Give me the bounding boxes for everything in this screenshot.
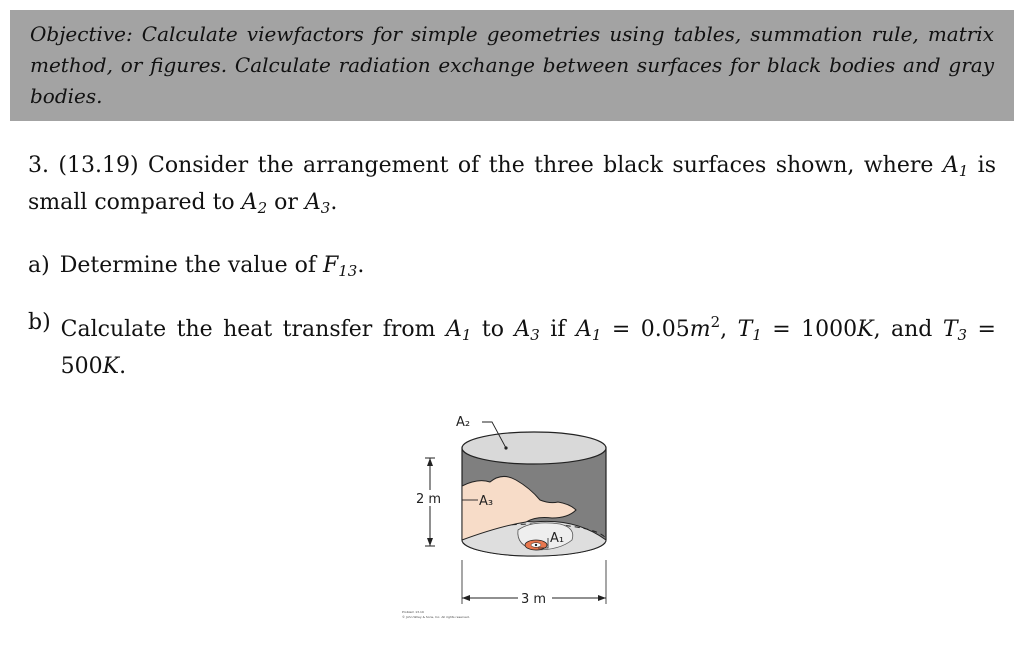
problem-number: 3.	[28, 153, 49, 178]
cylinder-figure	[400, 400, 620, 630]
var-a3: $A_3$	[304, 190, 331, 217]
problem-ref: (13.19)	[58, 153, 139, 178]
part-b-text-3: if	[550, 317, 566, 342]
height-label: 2 m	[416, 492, 442, 507]
part-b-label: b)	[28, 310, 51, 335]
part-b-text-2: to	[481, 317, 504, 342]
eq-area: = 0.05	[611, 317, 690, 342]
part-b	[28, 307, 996, 382]
intro-text-2: is small compared to	[28, 153, 996, 215]
part-b-body: Calculate the heat transfer from $A_1$ to $A_3$ if $A_1 = 0.05m^2$, $T_1 = 1000K$, and $T_3 = 500K$.	[60, 313, 996, 379]
a2-top-surface	[462, 432, 606, 464]
problem-statement	[28, 150, 996, 382]
intro-text-1: Consider the arrangement of the three black surfaces shown, where	[148, 153, 934, 178]
unit-k1: K	[857, 317, 874, 342]
figure-caption-2: © John Wiley & Sons, Inc. All rights reserved.	[402, 615, 470, 619]
a2-label: A₂	[456, 415, 471, 430]
a1-label: A₁	[550, 531, 565, 546]
val-t3: 500	[60, 354, 103, 379]
a3-label: A₃	[479, 494, 494, 509]
part-a: a) Determine the value of $F_{13}$.	[28, 253, 365, 280]
problem-intro: 3. (13.19) Consider the arrangement of the three black surfaces shown, where $A_1$ is small compared to $A_2$ or $A_3$.	[28, 153, 996, 217]
eq-t1: = 1000	[772, 317, 858, 342]
intro-text-3: or	[274, 190, 298, 215]
diameter-label: 3 m	[521, 592, 547, 607]
objective-text: Objective: Calculate viewfactors for simple geometries using tables, summation rule, matrix method, or figures. Calculate radiation exchange between surfaces for black bodies and gray bodies.	[30, 22, 994, 108]
unit-m: m	[689, 317, 711, 342]
eq-t3: =	[977, 317, 996, 342]
and-text: , and	[873, 317, 933, 342]
objective-box	[10, 10, 1014, 121]
part-b-text-1: Calculate the heat transfer from	[60, 317, 436, 342]
part-a-text: Determine the value of	[59, 253, 316, 278]
var-a2: $A_2$	[241, 190, 268, 217]
unit-k3: K	[102, 354, 120, 379]
part-a-label: a)	[28, 253, 50, 278]
var-a1: $A_1$	[942, 153, 969, 180]
figure-caption-1: Problem 13.19	[402, 610, 424, 614]
var-f13: $F_{13}$	[323, 253, 358, 280]
